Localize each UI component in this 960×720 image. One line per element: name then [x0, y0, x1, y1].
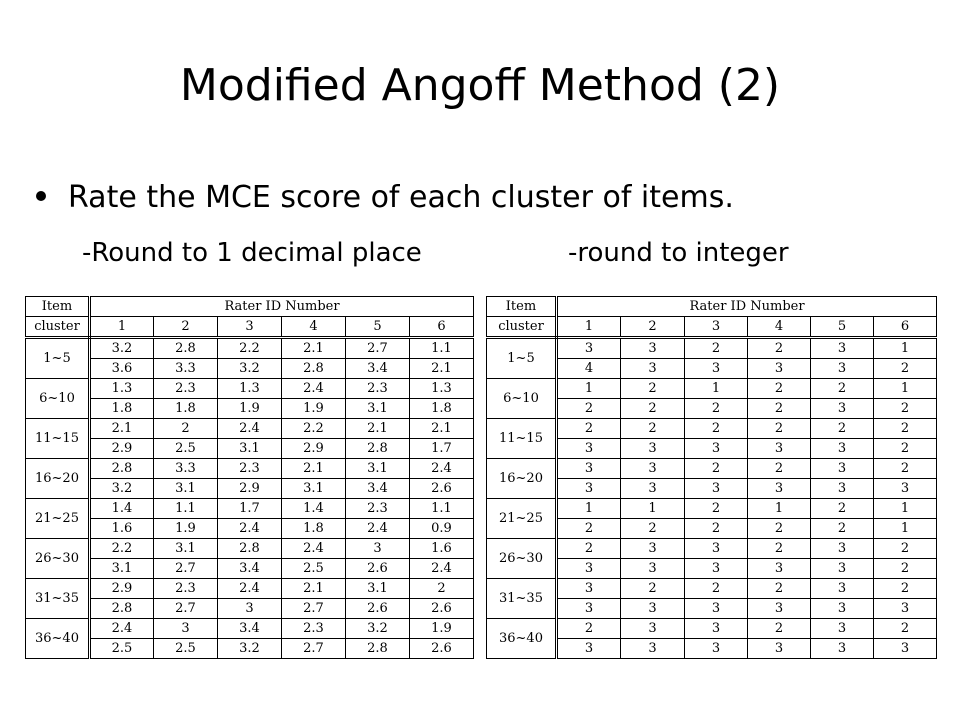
table-row	[26, 379, 474, 399]
header-row	[26, 297, 474, 317]
rating-cell: 3.4	[346, 479, 410, 499]
rating-cell: 2	[557, 419, 621, 439]
table-row	[487, 619, 937, 639]
rating-cell: 3	[685, 439, 748, 459]
rating-cell: 3.6	[90, 359, 154, 379]
rating-cell: 2.6	[410, 639, 474, 659]
rating-cell: 1.4	[282, 499, 346, 519]
rating-cell: 2	[685, 338, 748, 359]
rating-cell: 2	[874, 419, 937, 439]
rating-cell: 2	[748, 579, 811, 599]
rating-cell: 1	[874, 338, 937, 359]
table-row	[487, 459, 937, 479]
rating-cell: 2	[685, 519, 748, 539]
rating-cell: 3	[811, 559, 874, 579]
rater-number: 4	[282, 317, 346, 338]
rating-cell: 3	[621, 539, 685, 559]
rating-cell: 2.1	[282, 459, 346, 479]
rating-cell: 3	[557, 599, 621, 619]
rating-cell: 3	[685, 559, 748, 579]
rating-cell: 2.5	[282, 559, 346, 579]
table-row	[26, 359, 474, 379]
rating-cell: 1.7	[410, 439, 474, 459]
rating-cell: 1	[874, 499, 937, 519]
rating-cell: 3	[748, 559, 811, 579]
rating-cell: 3	[811, 619, 874, 639]
rating-cell: 1.9	[154, 519, 218, 539]
cluster-label: 36~40	[26, 619, 90, 659]
rating-cell: 3	[874, 479, 937, 499]
rating-cell: 0.9	[410, 519, 474, 539]
rating-cell: 2.3	[346, 499, 410, 519]
rating-cell: 2	[748, 399, 811, 419]
cluster-label: 11~15	[26, 419, 90, 459]
rating-cell: 2	[685, 459, 748, 479]
rating-cell: 1	[748, 499, 811, 519]
rating-cell: 3	[621, 459, 685, 479]
rating-cell: 1.8	[282, 519, 346, 539]
rating-cell: 2	[811, 519, 874, 539]
rating-cell: 3	[811, 639, 874, 659]
rating-cell: 3	[557, 639, 621, 659]
rating-cell: 2.4	[218, 419, 282, 439]
rating-cell: 2.4	[218, 519, 282, 539]
rater-number: 4	[748, 317, 811, 338]
rating-cell: 3	[748, 599, 811, 619]
rating-cell: 3	[621, 599, 685, 619]
cluster-label: 11~15	[487, 419, 557, 459]
rating-cell: 3	[811, 359, 874, 379]
rating-cell: 2	[811, 419, 874, 439]
rating-cell: 2	[557, 399, 621, 419]
rating-cell: 2.6	[346, 599, 410, 619]
rating-cell: 1	[874, 379, 937, 399]
item-header: Item	[487, 297, 557, 317]
decimal-rating-table	[25, 296, 474, 659]
rating-cell: 2	[557, 619, 621, 639]
table-row	[487, 379, 937, 399]
cluster-header: cluster	[487, 317, 557, 338]
table-row	[26, 499, 474, 519]
rating-cell: 2	[621, 379, 685, 399]
rating-cell: 2.5	[154, 439, 218, 459]
cluster-label: 6~10	[26, 379, 90, 419]
rating-cell: 2.4	[282, 379, 346, 399]
rating-cell: 3	[557, 459, 621, 479]
rating-cell: 2.6	[410, 479, 474, 499]
rating-cell: 3	[685, 479, 748, 499]
table-row	[26, 619, 474, 639]
rating-cell: 2	[874, 439, 937, 459]
rating-cell: 2.1	[410, 419, 474, 439]
rating-cell: 3	[811, 459, 874, 479]
rating-cell: 2	[621, 519, 685, 539]
rating-cell: 2.6	[346, 559, 410, 579]
rating-cell: 3.2	[90, 479, 154, 499]
rating-cell: 2	[621, 419, 685, 439]
rating-cell: 2.1	[282, 579, 346, 599]
rating-cell: 2.3	[154, 579, 218, 599]
rater-number: 6	[410, 317, 474, 338]
rating-cell: 2.8	[154, 338, 218, 359]
rating-cell: 3	[557, 479, 621, 499]
rating-cell: 2	[748, 419, 811, 439]
rating-cell: 2.7	[346, 338, 410, 359]
rating-cell: 3	[748, 439, 811, 459]
rating-cell: 1.1	[410, 338, 474, 359]
rating-cell: 2	[874, 399, 937, 419]
cluster-label: 31~35	[26, 579, 90, 619]
rating-cell: 1.8	[154, 399, 218, 419]
rating-cell: 2	[557, 539, 621, 559]
rating-cell: 3	[748, 479, 811, 499]
rating-cell: 3	[811, 399, 874, 419]
rating-cell: 3	[685, 539, 748, 559]
rating-cell: 3	[811, 539, 874, 559]
table-row	[26, 419, 474, 439]
rater-number: 1	[557, 317, 621, 338]
rating-cell: 3	[621, 439, 685, 459]
table-row	[26, 459, 474, 479]
rating-cell: 3.4	[346, 359, 410, 379]
rating-cell: 2.3	[346, 379, 410, 399]
rating-cell: 2.6	[410, 599, 474, 619]
rating-cell: 2.8	[218, 539, 282, 559]
rating-cell: 3.4	[218, 559, 282, 579]
rating-cell: 2	[748, 379, 811, 399]
table-row	[26, 338, 474, 359]
rating-cell: 3.1	[282, 479, 346, 499]
cluster-label: 16~20	[487, 459, 557, 499]
bullet-point	[36, 180, 734, 215]
rating-cell: 2	[874, 579, 937, 599]
rating-cell: 2	[874, 559, 937, 579]
rater-number: 2	[154, 317, 218, 338]
rating-cell: 1.8	[410, 399, 474, 419]
rating-cell: 3.1	[346, 579, 410, 599]
rating-cell: 2.3	[218, 459, 282, 479]
rating-cell: 3	[621, 559, 685, 579]
rating-cell: 2.4	[218, 579, 282, 599]
bullet-dot-icon	[36, 191, 46, 201]
rating-cell: 2.4	[282, 539, 346, 559]
rating-cell: 2.7	[154, 599, 218, 619]
rating-cell: 1	[557, 379, 621, 399]
rating-cell: 2	[154, 419, 218, 439]
rating-cell: 2.7	[282, 599, 346, 619]
table-row	[26, 579, 474, 599]
table-row	[26, 639, 474, 659]
rating-cell: 3	[621, 338, 685, 359]
rating-cell: 3.1	[154, 479, 218, 499]
rating-cell: 3	[748, 639, 811, 659]
rating-cell: 2.9	[90, 579, 154, 599]
rating-cell: 2	[874, 539, 937, 559]
rating-cell: 3	[685, 359, 748, 379]
rating-cell: 2	[811, 379, 874, 399]
rating-cell: 3	[621, 639, 685, 659]
rating-cell: 3	[346, 539, 410, 559]
rating-cell: 2.3	[154, 379, 218, 399]
rating-cell: 2.8	[346, 639, 410, 659]
rating-cell: 2	[685, 399, 748, 419]
rater-number: 1	[90, 317, 154, 338]
rating-cell: 2	[811, 499, 874, 519]
rating-cell: 2.2	[282, 419, 346, 439]
rating-cell: 2	[621, 399, 685, 419]
rating-cell: 2	[410, 579, 474, 599]
rating-cell: 1.4	[90, 499, 154, 519]
rating-cell: 2.8	[90, 599, 154, 619]
rater-id-header: Rater ID Number	[557, 297, 937, 317]
header-row	[487, 317, 937, 338]
rating-cell: 2.9	[90, 439, 154, 459]
rating-cell: 2.7	[282, 639, 346, 659]
rating-cell: 1.9	[410, 619, 474, 639]
rating-cell: 3	[154, 619, 218, 639]
rating-cell: 2.1	[346, 419, 410, 439]
rater-number: 5	[811, 317, 874, 338]
cluster-label: 21~25	[26, 499, 90, 539]
rating-cell: 4	[557, 359, 621, 379]
table-row	[26, 439, 474, 459]
rating-cell: 1	[685, 379, 748, 399]
rater-number: 6	[874, 317, 937, 338]
rating-cell: 3	[811, 579, 874, 599]
rating-cell: 1.8	[90, 399, 154, 419]
rating-cell: 2	[685, 499, 748, 519]
bullet-text: Rate the MCE score of each cluster of items.	[68, 180, 734, 215]
rating-cell: 1.3	[410, 379, 474, 399]
rater-id-header: Rater ID Number	[90, 297, 474, 317]
table-row	[487, 338, 937, 359]
rating-cell: 2	[621, 579, 685, 599]
rating-cell: 2.4	[90, 619, 154, 639]
rating-cell: 2	[748, 459, 811, 479]
rating-cell: 3	[621, 359, 685, 379]
rating-cell: 2.4	[346, 519, 410, 539]
rating-cell: 3	[811, 439, 874, 459]
table-row	[26, 559, 474, 579]
table-row	[487, 499, 937, 519]
rating-cell: 2.8	[346, 439, 410, 459]
rating-cell: 1	[874, 519, 937, 539]
cluster-label: 6~10	[487, 379, 557, 419]
rating-cell: 1.9	[218, 399, 282, 419]
rating-cell: 3	[557, 439, 621, 459]
rater-number: 3	[218, 317, 282, 338]
rating-cell: 1.7	[218, 499, 282, 519]
rating-cell: 2.8	[90, 459, 154, 479]
rating-cell: 1.9	[282, 399, 346, 419]
rating-cell: 3.1	[346, 459, 410, 479]
rating-cell: 2.5	[154, 639, 218, 659]
rating-cell: 3	[621, 479, 685, 499]
rating-cell: 3	[557, 338, 621, 359]
table-row	[26, 519, 474, 539]
rating-cell: 1.3	[90, 379, 154, 399]
rating-cell: 3.2	[346, 619, 410, 639]
slide-title: Modified Angoff Method (2)	[179, 60, 781, 111]
rating-cell: 3	[621, 619, 685, 639]
rating-cell: 2.2	[90, 539, 154, 559]
rater-number: 2	[621, 317, 685, 338]
rating-cell: 2.2	[218, 338, 282, 359]
rating-cell: 2	[748, 519, 811, 539]
rating-cell: 1.1	[154, 499, 218, 519]
rating-cell: 2.1	[90, 419, 154, 439]
rating-cell: 2.1	[410, 359, 474, 379]
table-row	[26, 399, 474, 419]
rating-cell: 3	[218, 599, 282, 619]
cluster-label: 1~5	[487, 338, 557, 379]
table-row	[26, 599, 474, 619]
cluster-label: 26~30	[487, 539, 557, 579]
rating-cell: 3.3	[154, 359, 218, 379]
cluster-label: 1~5	[26, 338, 90, 379]
rating-cell: 2.5	[90, 639, 154, 659]
rating-cell: 2.4	[410, 559, 474, 579]
right-caption: -round to integer	[568, 238, 789, 268]
rating-cell: 1	[621, 499, 685, 519]
rating-cell: 2	[557, 519, 621, 539]
header-row	[26, 317, 474, 338]
rating-cell: 2.8	[282, 359, 346, 379]
rating-cell: 3.2	[218, 359, 282, 379]
rating-cell: 3	[811, 338, 874, 359]
rater-number: 3	[685, 317, 748, 338]
rater-number: 5	[346, 317, 410, 338]
table-row	[487, 419, 937, 439]
rating-cell: 2.3	[282, 619, 346, 639]
rating-cell: 2	[685, 419, 748, 439]
item-header: Item	[26, 297, 90, 317]
rating-cell: 2.4	[410, 459, 474, 479]
rating-cell: 3	[685, 639, 748, 659]
integer-rating-table	[486, 296, 937, 659]
rating-cell: 2	[748, 338, 811, 359]
rating-cell: 2	[874, 459, 937, 479]
rating-cell: 3	[685, 599, 748, 619]
cluster-label: 31~35	[487, 579, 557, 619]
cluster-label: 21~25	[487, 499, 557, 539]
rating-cell: 3.3	[154, 459, 218, 479]
rating-cell: 1.6	[90, 519, 154, 539]
cluster-label: 16~20	[26, 459, 90, 499]
table-row	[487, 539, 937, 559]
table-row	[487, 579, 937, 599]
rating-cell: 3.2	[90, 338, 154, 359]
rating-cell: 2.1	[282, 338, 346, 359]
rating-cell: 2	[748, 539, 811, 559]
rating-cell: 3	[557, 579, 621, 599]
rating-cell: 3.1	[346, 399, 410, 419]
rating-cell: 2	[874, 619, 937, 639]
rating-cell: 2.9	[282, 439, 346, 459]
rating-cell: 2.7	[154, 559, 218, 579]
table-row	[26, 479, 474, 499]
rating-cell: 1	[557, 499, 621, 519]
rating-cell: 2	[874, 359, 937, 379]
cluster-header: cluster	[26, 317, 90, 338]
rating-cell: 1.1	[410, 499, 474, 519]
rating-cell: 1.6	[410, 539, 474, 559]
rating-cell: 3	[748, 359, 811, 379]
cluster-label: 36~40	[487, 619, 557, 659]
table-row	[26, 539, 474, 559]
rating-cell: 3	[874, 639, 937, 659]
rating-cell: 3.4	[218, 619, 282, 639]
header-row	[487, 297, 937, 317]
rating-cell: 3	[685, 619, 748, 639]
rating-cell: 3.1	[154, 539, 218, 559]
rating-cell: 1.3	[218, 379, 282, 399]
rating-cell: 2.9	[218, 479, 282, 499]
rating-cell: 3	[874, 599, 937, 619]
left-caption: -Round to 1 decimal place	[82, 238, 422, 268]
rating-cell: 2	[748, 619, 811, 639]
rating-cell: 2	[685, 579, 748, 599]
rating-cell: 3	[811, 599, 874, 619]
rating-cell: 3.2	[218, 639, 282, 659]
rating-cell: 3	[811, 479, 874, 499]
rating-cell: 3.1	[218, 439, 282, 459]
rating-cell: 3	[557, 559, 621, 579]
cluster-label: 26~30	[26, 539, 90, 579]
rating-cell: 3.1	[90, 559, 154, 579]
